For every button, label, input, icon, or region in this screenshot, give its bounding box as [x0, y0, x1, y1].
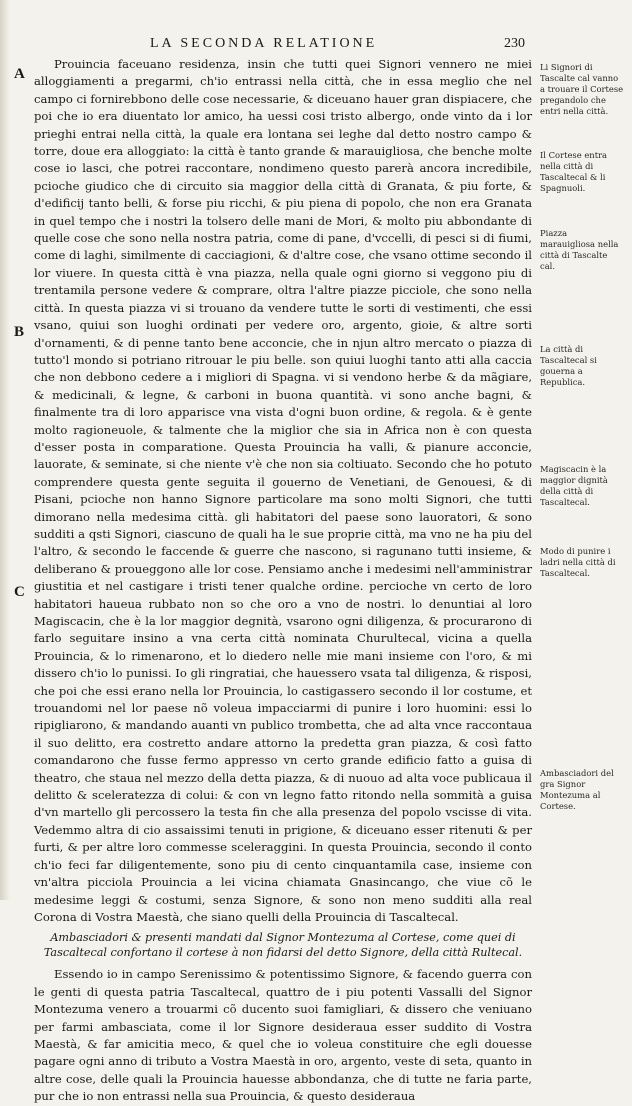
page-gutter-shadow	[0, 0, 10, 900]
running-head: LA SECONDA RELATIONE	[150, 36, 378, 51]
margin-note-1: Li Signori di Tascalte cal vanno a trouare il Cortese pregandolo che entri nella città.	[540, 62, 624, 116]
paragraph-1: Prouincia faceuano residenza, insin che tutti quei Signori vennero ne miei alloggiamenti a pregarmi, ch'io entrassi nella città, che in essa meglio che nel campo ci fornirebbono delle cose necessarie, & diceuano hauer gran dispiacere, che poi che io era diuentato lor amico, ha uessi cosi tristo albergo, onde vinto da i lor prieghi entrai nella città, la quale era lontana sei leghe dal detto nostro campo & torre, doue era alloggiato: la città è tanto grande & marauigliosa, che benche molte cose io lasci, che potrei raccontare, nondimeno questo parerà ancora incredibile, pcioche giudico che di circuito sia maggior della città di Granata, & piu forte, & d'edificij tanto belli, & forse piu ricchi, & piu piena di popolo, che non era Granata in quel tempo che i nostri la tolsero delle mani de Mori, & molto piu abbondante di quelle cose che sono nella nostra patria, come di pane, d'vccelli, di pesci si di fiumi, come di laghi, similmente di cacciagioni, & d'altre cose, che vsano ottime secondo il lor viuere. In questa città è vna piazza, nella quale ogni giorno si veggono piu di trentamila persone vedere & comprare, oltra l'altre piazze picciole, che sono nella città. In questa piazza vi si trouano da vendere tutte le sorti di vestimenti, che essi vsano, quiui son luoghi ordinati per vedere oro, argento, gioie, & altre sorti d'ornamenti, & di penne tanto bene acconcie, che in njun altro mercato o piazza di tutto'l mondo si potriano ritrouar le piu belle. son quiui luoghi tanto atti alla caccia che non debbono cedere a i migliori di Spagna. vi si vendono herbe & da mãgiare, & medicinali, & legne, & carboni in buona quantità. vi sono anche bagni, & finalmente tra di loro apparisce vna vista d'ogni buon ordine, & regola. & è gente molto ragioneuole, & talmente che la miglior che sia in Africa non è con questa d'esser posta in comparatione. Questa Prouincia ha valli, & pianure acconcie, lauorate, & seminate, si che niente v'è che non sia coltiuato. Secondo che ho potuto comprendere questa gente seguita il gouerno de Venetiani, de Genouesi, & di Pisani, pcioche non hanno Signore particolare ma sono molti Signori, che tutti dimorano nella medesima città. gli habitatori del paese sono lauoratori, & sono sudditi a qsti Signori, ciascuno de quali ha le sue proprie città, ma vno ne ha piu del l'altro, & secondo le faccende & guerre che nascono, si ragunano tutti insieme, & deliberano & proueggono alle lor cose. Pensiamo anche i medesimi nell'amministrar giustitia et nel castigare i tristi tener qualche ordine. percioche vn certo de loro habitatori haueua rubbato non so che oro a vno de nostri. lo denuntiai al loro Magiscacin, che è la lor maggior degnità, vsarono ogni diligenza, & procurarono di farlo seguitare insino a vna certa città nominata Churultecal, vicina a quella Prouincia, & lo rimenarono, et lo diedero nelle mie mani insieme con l'oro, & mi dissero ch'io lo punissi. Io gli ringratiai, che hauessero vsata tal diligenza, & risposi, che poi che essi erano nella lor Prouincia, lo castigassero secondo il lor costume, et trouandomi nel lor paese nõ voleua impacciarmi di punire i loro huomini: essi lo ripigliarono, & mandando auanti vn publico trombetta, che ad alta vnce raccontaua il suo delitto, era costretto andare attorno la predetta gran piazza, & così fatto comandarono che fusse fermo appresso vn certo grande edificio fatto a guisa di theatro, che staua nel mezzo della detta piazza, & di nuouo ad alta voce publicaua il delitto & sceleratezza di colui: & con vn legno fatto ritondo nella sommità a guisa d'vn martello gli percossero la testa fin che alla presenza del popolo vscisse di vita. Vedemmo altra di cio assaissimi tenuti in prigione, & diceuano esser ritenuti & per furti, & per altre loro commesse sceleraggini. In questa Prouincia, secondo il conto ch'io feci far diligentemente, sono piu di cento cinquantamila case, insieme con vn'altra picciola Prouincia a lei vicina chiamata Gnasincango, che viue cõ le medesime leggi & costumi, senza Signore, & sono non meno sudditi alla real Corona di Vostra Maestà, che siano quelli della Prouincia di Tascaltecal.	[34, 57, 532, 924]
paragraph-2: Essendo io in campo Serenissimo & potentissimo Signore, & facendo guerra con le genti di questa patria Tascaltecal, quattro de i piu potenti Vassalli del Signor Montezuma venero a trouarmi cõ ducento suoi famigliari, & dissero che veniuano per farmi ambasciata, come il lor Signore desideraua esser suddito di Vostra Maestà, & far amicitia meco, & quel che io voleua constituire che egli douesse pagare ogni anno di tributo a Vostra Maestà in oro, argento, veste di seta, quanto in altre cose, delle quali la Prouincia hauesse abbondanza, che di tutte ne faria parte, pur che io non entrassi nella sua Prouincia, & questo desideraua	[34, 967, 532, 1104]
margin-note-4: La città di Tascaltecal si gouerna a Republica.	[540, 344, 597, 387]
margin-note-3: Piazza marauigliosa nella città di Tascalte cal.	[540, 228, 619, 271]
margin-note-7: Ambasciadori del gra Signor Montezuma al Cortese.	[540, 768, 614, 811]
margin-note-5: Magiscacin è la maggior dignità della città di Tascaltecal.	[540, 464, 608, 507]
section-letter-a: A	[14, 66, 25, 82]
section-letter-b: B	[14, 324, 25, 340]
section-letter-c: C	[14, 584, 25, 600]
margin-note-6: Modo di punire i ladri nella città di Tascaltecal.	[540, 546, 616, 578]
page-number: 230	[504, 36, 525, 51]
chapter-heading: Ambasciadori & presenti mandati dal Signor Montezuma al Cortese, come quei di Tascaltecal confortano il cortese à non fidarsi del detto Signore, della città Rultecal.	[43, 931, 523, 960]
margin-note-2: Il Cortese entra nella città di Tascaltecal & li Spagnuoli.	[540, 150, 608, 193]
body-text	[34, 56, 532, 1106]
